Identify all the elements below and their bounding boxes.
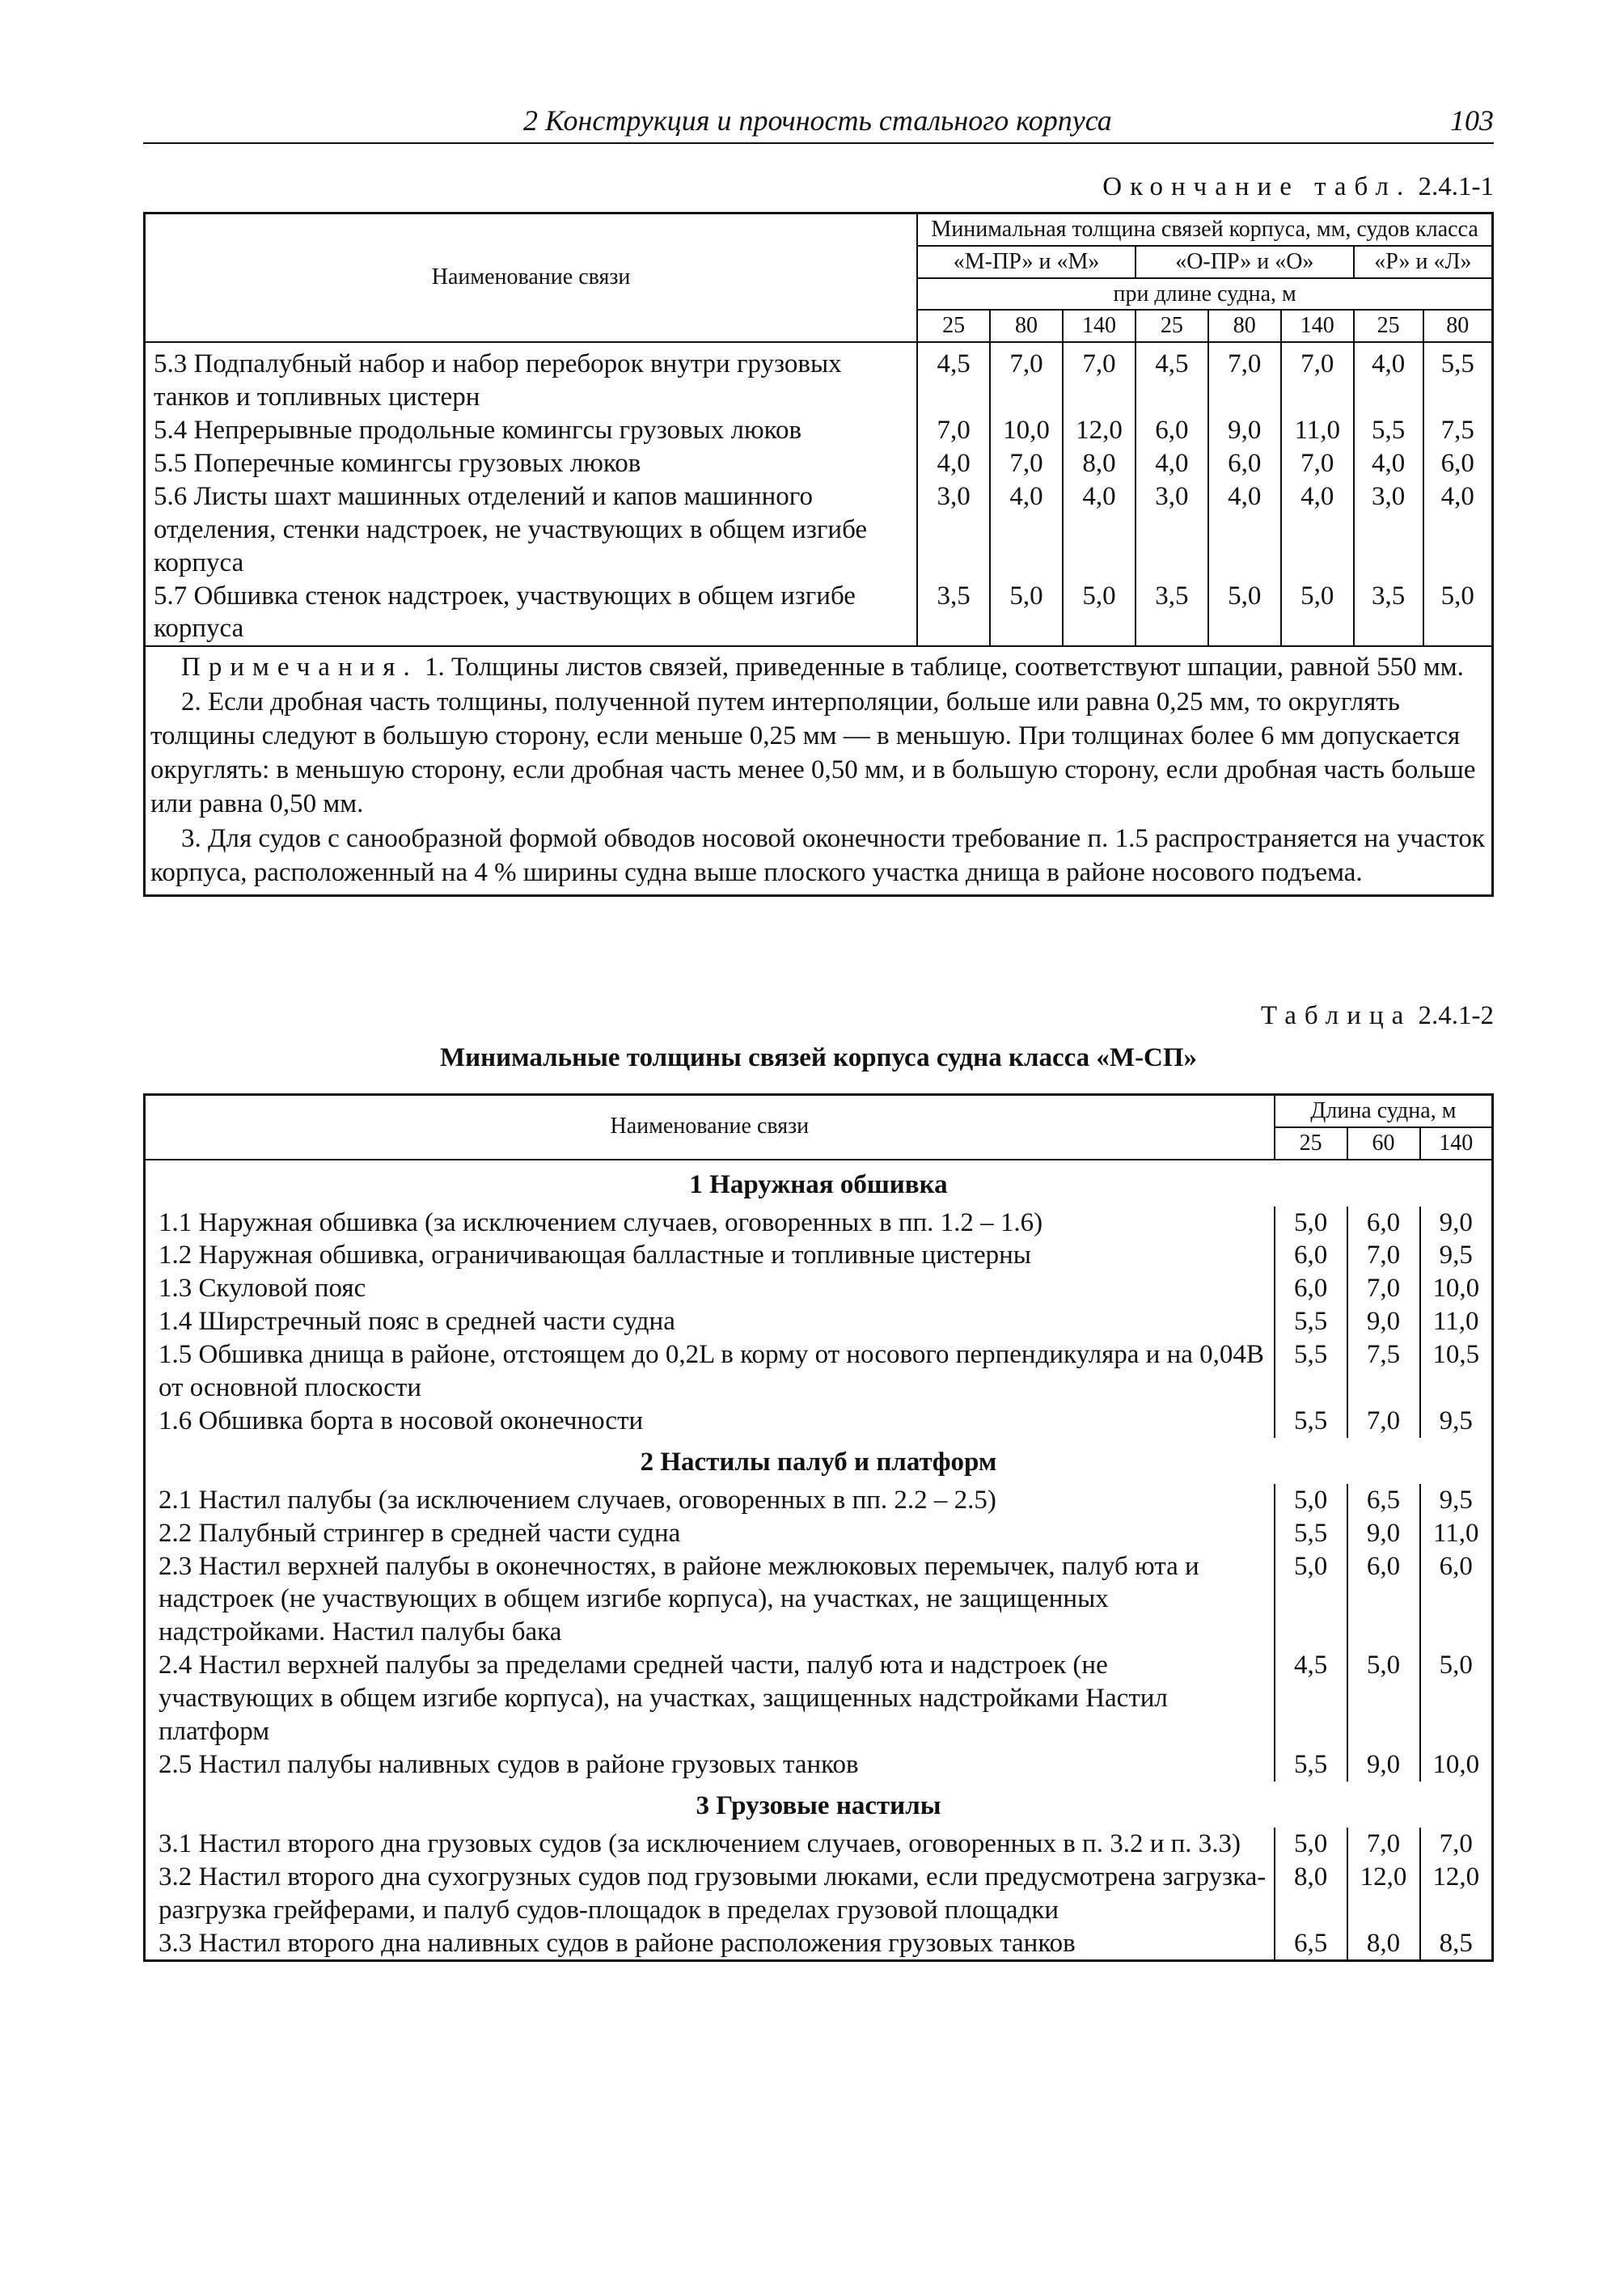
table1-value-cell: 4,0 [1063, 480, 1136, 580]
table1-note [150, 685, 1487, 822]
table1-length-header: при длине судна, м [917, 278, 1492, 311]
table2-value-cell: 7,0 [1347, 1272, 1420, 1305]
table2 [143, 1093, 1494, 1962]
table1-length-cell: 25 [917, 310, 990, 342]
table1-notes-label: Примечания. [181, 653, 418, 683]
table2-row-name: 1.5 Обшивка днища в районе, отстоящем до 0,2L в корму от носового перпендикуляра и на 0,04B от основной плоскости [159, 1340, 1264, 1403]
table2-row-name: 3.3 Настил второго дна наливных судов в районе расположения грузовых танков [159, 1928, 1076, 1958]
table1-value-cell: 7,0 [917, 414, 990, 447]
table2-section-title: 1 Наружная обшивка [689, 1169, 948, 1199]
table1-notes-row [145, 646, 1493, 895]
table2-value-cell: 8,5 [1420, 1927, 1493, 1961]
table-row [145, 1484, 1493, 1517]
table1-value-cell: 5,5 [1354, 414, 1423, 447]
table1-value-cell: 12,0 [1063, 414, 1136, 447]
table1-note-text: 2. Если дробная часть толщины, полученной путем интерполяции, больше или равна 0,25 мм, то округлять толщины следуют в большую сторону, если меньше 0,25 мм — в меньшую. При толщинах более 6 мм допускается округлять: в меньшую сторону, если дробная часть менее 0,50 мм, и в большую сторону, если дробная часть больше или равна 0,50 мм. [150, 687, 1476, 819]
table2-row-name: 2.5 Настил палубы наливных судов в районе грузовых танков [159, 1750, 859, 1779]
table1-row-name: 5.4 Непрерывные продольные комингсы грузовых люков [154, 416, 802, 445]
table1-name-header: Наименование связи [145, 213, 918, 343]
table1-value-cell: 7,0 [1281, 447, 1354, 480]
table2-value-cell: 7,0 [1420, 1828, 1493, 1861]
table-row [145, 1239, 1493, 1272]
table1-value-cell: 5,0 [1208, 580, 1281, 647]
table2-value-cell: 5,5 [1275, 1338, 1347, 1405]
table2-value-cell: 8,0 [1347, 1927, 1420, 1961]
table-row [145, 1338, 1493, 1405]
table2-value-cell: 9,0 [1347, 1748, 1420, 1782]
table2-value-cell: 9,0 [1347, 1305, 1420, 1338]
table2-value-cell: 5,0 [1347, 1649, 1420, 1748]
table2-row-name: 2.3 Настил верхней палубы в оконечностях, в районе межлюковых перемычек, палуб юта и надстроек (не участвующих в общем изгибе корпуса), на участках, не защищенных надстройками. Настил палубы бака [159, 1551, 1199, 1647]
table1-notes [145, 646, 1493, 895]
table2-row-name: 3.2 Настил второго дна сухогрузных судов под грузовыми люками, если предусмотрена загрузка-разгрузка грейферами, и палуб судов-площадок в пределах грузовой площадки [159, 1862, 1267, 1925]
table2-value-cell: 11,0 [1420, 1305, 1493, 1338]
table1-value-cell: 6,0 [1136, 414, 1208, 447]
table2-row-name: 1.6 Обшивка борта в носовой оконечности [159, 1405, 644, 1435]
running-header [143, 104, 1494, 144]
table1-value-cell: 6,0 [1423, 447, 1493, 480]
table-row [145, 447, 1493, 480]
table2-value-cell: 5,5 [1275, 1748, 1347, 1782]
table2-length-cell: 140 [1420, 1127, 1493, 1160]
table1-length-cell: 140 [1281, 310, 1354, 342]
table2-value-cell: 5,5 [1275, 1405, 1347, 1438]
table-row [145, 1828, 1493, 1861]
table2-length-header: Длина судна, м [1275, 1095, 1493, 1127]
table2-value-cell: 5,5 [1275, 1517, 1347, 1550]
table2-row-name: 2.1 Настил палубы (за исключением случаев, оговоренных в пп. 2.2 – 2.5) [159, 1485, 996, 1515]
table2-value-cell: 7,5 [1347, 1338, 1420, 1405]
table2-section-row [145, 1160, 1493, 1207]
table1-length-cell: 80 [990, 310, 1063, 342]
table2-caption-word: Таблица [1260, 1001, 1412, 1030]
table1-row-name: 5.6 Листы шахт машинных отделений и капов машинного отделения, стенки надстроек, не участвующих в общем изгибе корпуса [154, 481, 868, 577]
table2-value-cell: 5,0 [1275, 1550, 1347, 1650]
table1-value-cell: 4,0 [1354, 447, 1423, 480]
table2-value-cell: 12,0 [1347, 1861, 1420, 1927]
table2-value-cell: 12,0 [1420, 1861, 1493, 1927]
table2-value-cell: 5,5 [1275, 1305, 1347, 1338]
table2-value-cell: 10,0 [1420, 1748, 1493, 1782]
table2-section-title: 2 Настилы палуб и платформ [640, 1447, 997, 1477]
table1-value-cell: 4,5 [917, 342, 990, 414]
table1-value-cell: 4,0 [1208, 480, 1281, 580]
table-row [145, 1748, 1493, 1782]
table1-value-cell: 7,5 [1423, 414, 1493, 447]
table1-value-cell: 3,5 [917, 580, 990, 647]
table-row [145, 1550, 1493, 1650]
table-row [145, 1272, 1493, 1305]
table1-value-cell: 7,0 [1208, 342, 1281, 414]
table2-value-cell: 6,0 [1347, 1207, 1420, 1240]
table1-value-cell: 7,0 [990, 447, 1063, 480]
table1-value-cell: 7,0 [1063, 342, 1136, 414]
table2-value-cell: 5,0 [1275, 1828, 1347, 1861]
table2-value-cell: 4,5 [1275, 1649, 1347, 1748]
table2-value-cell: 7,0 [1347, 1828, 1420, 1861]
table1-value-cell: 4,0 [990, 480, 1063, 580]
table2-caption-number: 2.4.1-2 [1418, 1001, 1494, 1030]
table2-row-name: 3.1 Настил второго дна грузовых судов (за исключением случаев, оговоренных в п. 3.2 и п. 3.3) [159, 1828, 1241, 1858]
table2-value-cell: 9,5 [1420, 1484, 1493, 1517]
table2-value-cell: 7,0 [1347, 1405, 1420, 1438]
table2-value-cell: 9,0 [1420, 1207, 1493, 1240]
table1-note [150, 822, 1487, 890]
table2-value-cell: 6,0 [1275, 1272, 1347, 1305]
table2-section-row [145, 1782, 1493, 1828]
table1-value-cell: 4,0 [1136, 447, 1208, 480]
table1-value-cell: 5,0 [1423, 580, 1493, 647]
table1-length-cell: 80 [1208, 310, 1281, 342]
table-row [145, 1649, 1493, 1748]
table1-length-cell: 25 [1136, 310, 1208, 342]
table-row [145, 1517, 1493, 1550]
table2-value-cell: 9,5 [1420, 1405, 1493, 1438]
table1-note-text: 1. Толщины листов связей, приведенные в таблице, соответствуют шпации, равной 550 мм. [424, 653, 1464, 683]
table1 [143, 212, 1494, 897]
table1-value-cell: 10,0 [990, 414, 1063, 447]
table2-value-cell: 9,0 [1347, 1517, 1420, 1550]
table2-row-name: 1.3 Скуловой пояс [159, 1274, 366, 1304]
table1-note-text: 3. Для судов с санообразной формой обводов носовой оконечности требование п. 1.5 распространяется на участок корпуса, расположенный на 4 % ширины судна выше плоского участка днища в районе носового подъема. [150, 823, 1485, 887]
table1-value-cell: 3,0 [917, 480, 990, 580]
table2-value-cell: 8,0 [1275, 1861, 1347, 1927]
table1-value-cell: 5,0 [990, 580, 1063, 647]
table2-value-cell: 5,0 [1420, 1649, 1493, 1748]
table-row [145, 414, 1493, 447]
table1-class-group: «О-ПР» и «О» [1136, 246, 1354, 278]
table1-class-group: «М-ПР» и «М» [917, 246, 1136, 278]
table2-row-name: 2.4 Настил верхней палубы за пределами средней части, палуб юта и надстроек (не участвующих в общем изгибе корпуса), на участках, защищенных надстройками Настил платформ [159, 1651, 1168, 1747]
table1-value-cell: 6,0 [1208, 447, 1281, 480]
table2-title: Минимальные толщины связей корпуса судна класса «М-СП» [439, 1043, 1198, 1072]
page-number: 103 [1450, 104, 1494, 137]
table2-row-name: 2.2 Палубный стрингер в средней части судна [159, 1518, 681, 1548]
table-row [145, 580, 1493, 647]
table2-value-cell: 5,0 [1275, 1484, 1347, 1517]
table1-thickness-header: Минимальная толщина связей корпуса, мм, судов класса [917, 213, 1492, 246]
table1-class-group: «Р» и «Л» [1354, 246, 1493, 278]
table2-value-cell: 5,0 [1275, 1207, 1347, 1240]
table-row [145, 1861, 1493, 1927]
table2-value-cell: 6,5 [1275, 1927, 1347, 1961]
table1-value-cell: 3,5 [1136, 580, 1208, 647]
table1-value-cell: 3,0 [1354, 480, 1423, 580]
table1-value-cell: 8,0 [1063, 447, 1136, 480]
section-title: 2 Конструкция и прочность стального корпуса [523, 104, 1112, 137]
table1-caption-number: 2.4.1-1 [1418, 172, 1494, 201]
table1-value-cell: 4,0 [1423, 480, 1493, 580]
table1-caption-word: Окончание табл. [1102, 172, 1412, 201]
table1-value-cell: 3,0 [1136, 480, 1208, 580]
table1-value-cell: 7,0 [990, 342, 1063, 414]
table1-value-cell: 3,5 [1354, 580, 1423, 647]
table2-value-cell: 10,0 [1420, 1272, 1493, 1305]
table-row [145, 342, 1493, 414]
table1-row-name: 5.5 Поперечные комингсы грузовых люков [154, 448, 641, 478]
table2-value-cell: 10,5 [1420, 1338, 1493, 1405]
table2-length-cell: 60 [1347, 1127, 1420, 1160]
table-row [145, 1207, 1493, 1240]
table1-value-cell: 4,0 [917, 447, 990, 480]
table-row [145, 1305, 1493, 1338]
table2-value-cell: 11,0 [1420, 1517, 1493, 1550]
table1-value-cell: 7,0 [1281, 342, 1354, 414]
table2-name-header: Наименование связи [145, 1095, 1275, 1160]
table2-value-cell: 7,0 [1347, 1239, 1420, 1272]
table-row [145, 1927, 1493, 1961]
table1-value-cell: 4,5 [1136, 342, 1208, 414]
table1-caption [1102, 172, 1494, 202]
table1-value-cell: 5,0 [1281, 580, 1354, 647]
table-row [145, 1405, 1493, 1438]
table1-note [150, 650, 1487, 684]
table1-length-cell: 140 [1063, 310, 1136, 342]
table1-row-name: 5.7 Обшивка стенок надстроек, участвующих в общем изгибе корпуса [154, 581, 856, 644]
table1-length-cell: 80 [1423, 310, 1493, 342]
table1-value-cell: 5,5 [1423, 342, 1493, 414]
table-row [145, 480, 1493, 580]
table2-value-cell: 6,0 [1420, 1550, 1493, 1650]
table1-length-cell: 25 [1354, 310, 1423, 342]
table1-value-cell: 5,0 [1063, 580, 1136, 647]
table1-row-name: 5.3 Подпалубный набор и набор переборок внутри грузовых танков и топливных цистерн [154, 349, 842, 412]
table2-value-cell: 6,0 [1347, 1550, 1420, 1650]
table1-value-cell: 4,0 [1281, 480, 1354, 580]
table2-row-name: 1.2 Наружная обшивка, ограничивающая балластные и топливные цистерны [159, 1241, 1031, 1270]
table2-row-name: 1.4 Ширстречный пояс в средней части судна [159, 1307, 675, 1337]
table2-section-title: 3 Грузовые настилы [696, 1790, 941, 1820]
table2-value-cell: 9,5 [1420, 1239, 1493, 1272]
table2-length-cell: 25 [1275, 1127, 1347, 1160]
table2-section-row [145, 1438, 1493, 1484]
table2-caption [1261, 1001, 1494, 1031]
table1-value-cell: 11,0 [1281, 414, 1354, 447]
table2-value-cell: 6,0 [1275, 1239, 1347, 1272]
table2-value-cell: 6,5 [1347, 1484, 1420, 1517]
table1-value-cell: 4,0 [1354, 342, 1423, 414]
table2-row-name: 1.1 Наружная обшивка (за исключением случаев, оговоренных в пп. 1.2 – 1.6) [159, 1207, 1043, 1237]
table1-value-cell: 9,0 [1208, 414, 1281, 447]
